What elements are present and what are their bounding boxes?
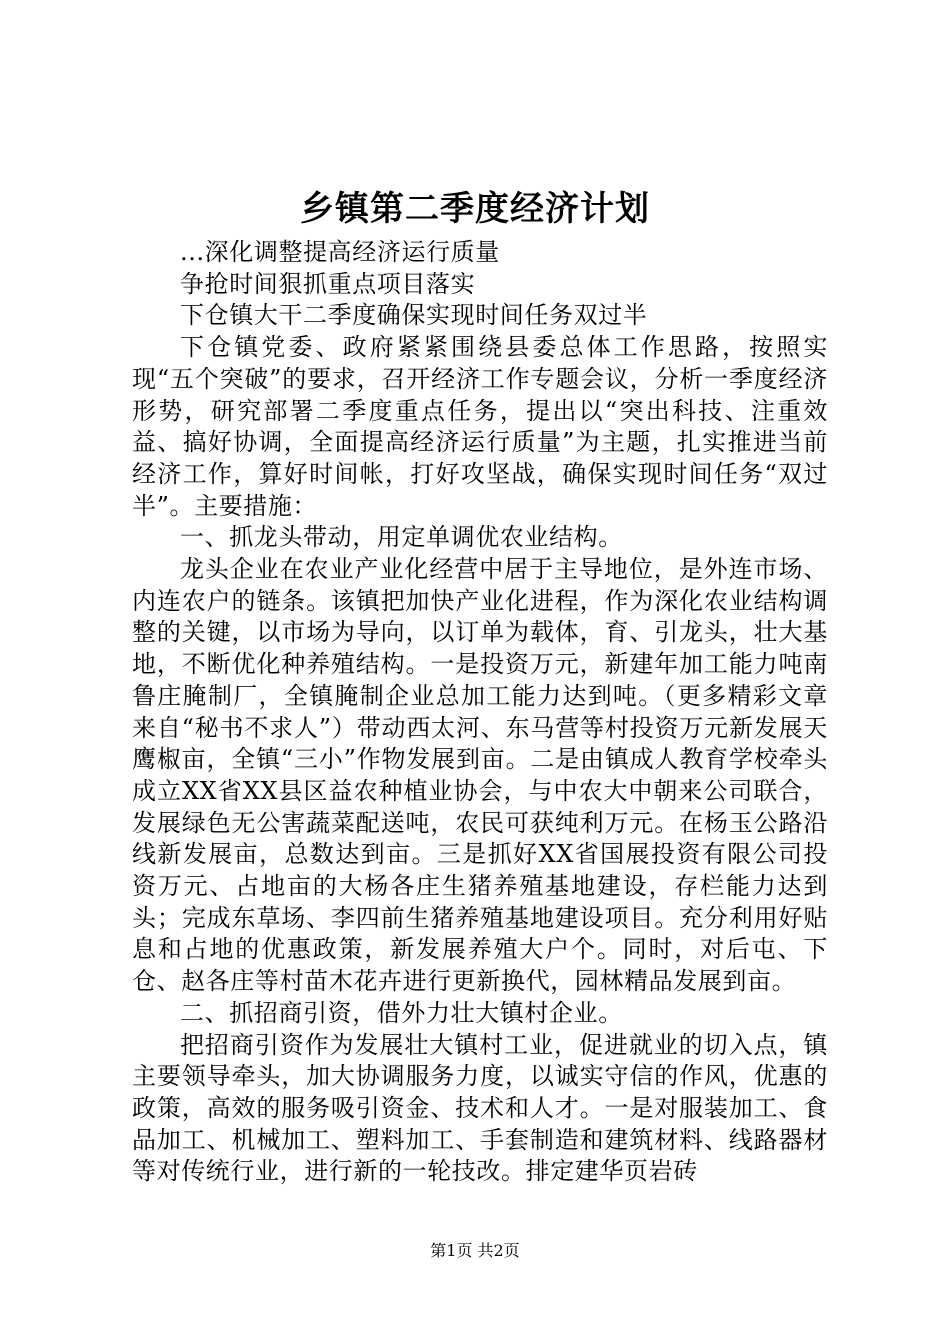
document-body xyxy=(132,237,828,1188)
paragraph-5: 龙头企业在农业产业化经营中居于主导地位，是外连市场、内连农户的链条。该镇把加快产业化进程，作为深化农业结构调整的关键，以市场为导向，以订单为载体，育、引龙头，壮大基地，不断优化种养殖结构。一是投资万元，新建年加工能力吨南鲁庄腌制厂，全镇腌制企业总加工能力达到吨。（更多精彩文章来自“秘书不求人”）带动西太河、东马营等村投资万元新发展天鹰椒亩，全镇“三小”作物发展到亩。二是由镇成人教育学校牵头成立XX省XX县区益农种植业协会，与中农大中朝来公司联合，发展绿色无公害蔬菜配送吨，农民可获纯利万元。在杨玉公路沿线新发展亩，总数达到亩。三是抓好XX省国展投资有限公司投资万元、占地亩的大杨各庄生猪养殖基地建设，存栏能力达到头；完成东草场、李四前生猪养殖基地建设项目。充分利用好贴息和占地的优惠政策，新发展养殖大户个。同时，对后屯、下仓、赵各庄等村苗木花卉进行更新换代，园林精品发展到亩。 xyxy=(132,555,828,996)
paragraph-6: 把招商引资作为发展壮大镇村工业，促进就业的切入点，镇主要领导牵头，加大协调服务力度，以诚实守信的作风，优惠的政策，高效的服务吸引资金、技术和人才。一是对服装加工、食品加工、机械加工、塑料加工、手套制造和建筑材料、线路器材等对传统行业，进行新的一轮技改。排定建华页岩砖 xyxy=(132,1030,828,1186)
document-title: 乡镇第二季度经济计划 xyxy=(300,189,650,229)
paragraph-4: 下仓镇党委、政府紧紧围绕县委总体工作思路，按照实现“五个突破”的要求，召开经济工作专题会议，分析一季度经济形势，研究部署二季度重点任务，提出以“突出科技、注重效益、搞好协调，全面提高经济运行质量”为主题，扎实推进当前经济工作，算好时间帐，打好攻坚战，确保实现时间任务“双过半”。主要措施： xyxy=(132,333,828,520)
paragraph-3: 下仓镇大干二季度确保实现时间任务双过半 xyxy=(180,301,648,330)
paragraph-1: ...深化调整提高经济运行质量 xyxy=(180,238,500,266)
paragraph-2: 争抢时间狠抓重点项目落实 xyxy=(180,269,476,298)
section-heading-1: 一、抓龙头带动，用定单调优农业结构。 xyxy=(180,523,623,552)
page-footer: 第1页 共2页 xyxy=(430,1241,520,1260)
section-heading-2: 二、抓招商引资，借外力壮大镇村企业。 xyxy=(180,998,623,1027)
